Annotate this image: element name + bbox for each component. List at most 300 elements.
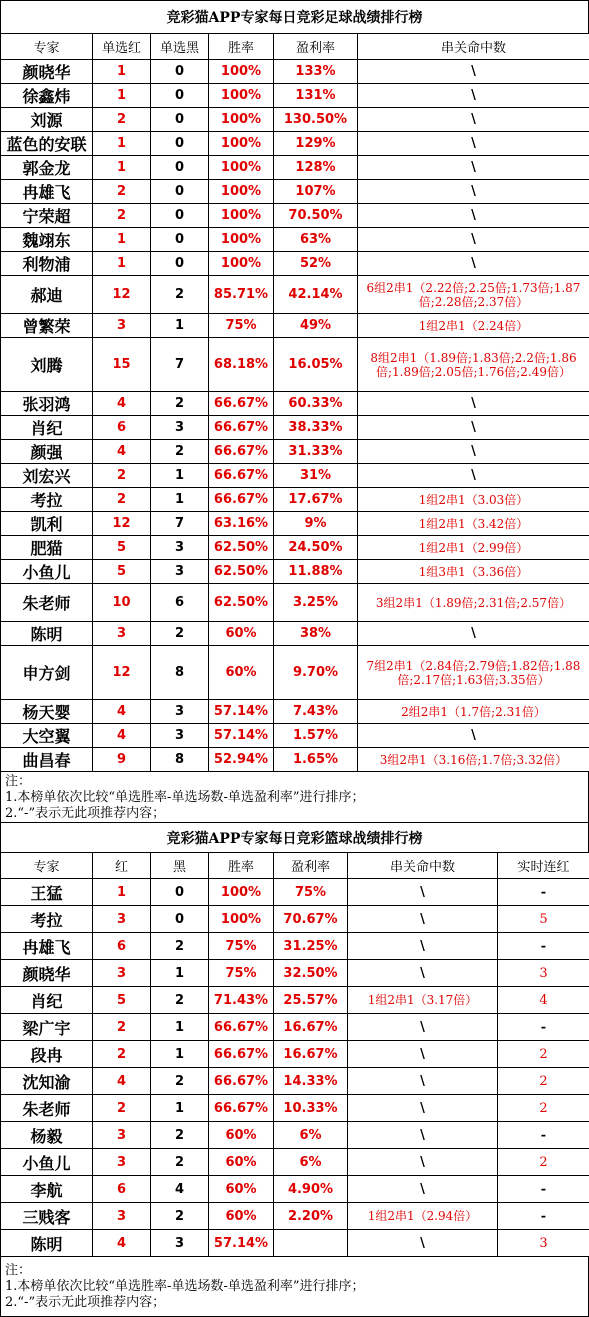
serial-hits: \ xyxy=(358,724,589,748)
profit-rate: 16.67% xyxy=(274,1041,348,1068)
profit-rate: 1.57% xyxy=(274,724,358,748)
serial-hits: \ xyxy=(348,1122,498,1149)
win-rate: 62.50% xyxy=(209,584,274,622)
profit-rate: 24.50% xyxy=(274,536,358,560)
note-line: 注： xyxy=(5,1263,584,1279)
win-rate: 100% xyxy=(209,252,274,276)
black-count: 7 xyxy=(151,512,209,536)
red-count: 2 xyxy=(93,464,151,488)
red-count: 3 xyxy=(93,1149,151,1176)
profit-rate: 128% xyxy=(274,156,358,180)
win-rate: 66.67% xyxy=(209,488,274,512)
live-streak: - xyxy=(498,1122,589,1149)
football-title: 竞彩猫APP专家每日竞彩足球战绩排行榜 xyxy=(0,0,589,33)
profit-rate: 6% xyxy=(274,1122,348,1149)
serial-hits: \ xyxy=(358,180,589,204)
expert-name: 冉雄飞 xyxy=(1,933,93,960)
table-row xyxy=(1,276,589,314)
live-streak: 2 xyxy=(498,1095,589,1122)
red-count: 4 xyxy=(93,724,151,748)
expert-name: 刘腾 xyxy=(1,338,93,392)
black-count: 1 xyxy=(151,488,209,512)
profit-rate: 63% xyxy=(274,228,358,252)
table-row xyxy=(1,204,589,228)
red-count: 10 xyxy=(93,584,151,622)
black-count: 1 xyxy=(151,960,209,987)
header-black: 单选黑 xyxy=(151,34,209,60)
profit-rate: 10.33% xyxy=(274,1095,348,1122)
win-rate: 68.18% xyxy=(209,338,274,392)
table-row xyxy=(1,1230,589,1257)
black-count: 2 xyxy=(151,1149,209,1176)
black-count: 0 xyxy=(151,108,209,132)
expert-name: 郝迪 xyxy=(1,276,93,314)
table-row xyxy=(1,560,589,584)
profit-rate: 107% xyxy=(274,180,358,204)
table-row xyxy=(1,1068,589,1095)
table-row xyxy=(1,228,589,252)
serial-hits: \ xyxy=(358,440,589,464)
expert-name: 李航 xyxy=(1,1176,93,1203)
black-count: 2 xyxy=(151,622,209,646)
table-row xyxy=(1,1149,589,1176)
serial-hits: \ xyxy=(348,1095,498,1122)
serial-hits: \ xyxy=(358,108,589,132)
note-line: 2.“-”表示无此项推荐内容； xyxy=(5,806,584,822)
profit-rate: 3.25% xyxy=(274,584,358,622)
black-count: 1 xyxy=(151,464,209,488)
expert-name: 利物浦 xyxy=(1,252,93,276)
header-red: 单选红 xyxy=(93,34,151,60)
table-row xyxy=(1,646,589,700)
win-rate: 66.67% xyxy=(209,392,274,416)
profit-rate: 6% xyxy=(274,1149,348,1176)
black-count: 0 xyxy=(151,879,209,906)
expert-name: 冉雄飞 xyxy=(1,180,93,204)
expert-name: 张羽鸿 xyxy=(1,392,93,416)
red-count: 12 xyxy=(93,512,151,536)
live-streak: 3 xyxy=(498,960,589,987)
expert-name: 杨天婴 xyxy=(1,700,93,724)
profit-rate: 17.67% xyxy=(274,488,358,512)
header-profit: 盈利率 xyxy=(274,853,348,879)
expert-name: 朱老师 xyxy=(1,1095,93,1122)
header-profit: 盈利率 xyxy=(274,34,358,60)
basketball-title: 竞彩猫APP专家每日竞彩篮球战绩排行榜 xyxy=(0,822,589,852)
table-row xyxy=(1,314,589,338)
win-rate: 60% xyxy=(209,1122,274,1149)
serial-hits: 1组3串1（3.36倍） xyxy=(358,560,589,584)
red-count: 3 xyxy=(93,622,151,646)
table-row xyxy=(1,132,589,156)
red-count: 5 xyxy=(93,560,151,584)
black-count: 7 xyxy=(151,338,209,392)
table-row xyxy=(1,879,589,906)
serial-hits: 1组2串1（2.24倍） xyxy=(358,314,589,338)
expert-name: 郭金龙 xyxy=(1,156,93,180)
red-count: 2 xyxy=(93,180,151,204)
expert-name: 梁广宇 xyxy=(1,1014,93,1041)
expert-name: 颜强 xyxy=(1,440,93,464)
expert-name: 大空翼 xyxy=(1,724,93,748)
black-count: 8 xyxy=(151,748,209,772)
profit-rate: 31% xyxy=(274,464,358,488)
serial-hits: \ xyxy=(358,132,589,156)
expert-name: 沈知渝 xyxy=(1,1068,93,1095)
black-count: 3 xyxy=(151,416,209,440)
black-count: 1 xyxy=(151,1041,209,1068)
profit-rate: 16.05% xyxy=(274,338,358,392)
header-expert: 专家 xyxy=(1,34,93,60)
win-rate: 100% xyxy=(209,906,274,933)
red-count: 1 xyxy=(93,84,151,108)
red-count: 2 xyxy=(93,1014,151,1041)
expert-name: 肥猫 xyxy=(1,536,93,560)
table-row xyxy=(1,392,589,416)
serial-hits: 1组2串1（3.03倍） xyxy=(358,488,589,512)
win-rate: 60% xyxy=(209,1149,274,1176)
black-count: 2 xyxy=(151,392,209,416)
win-rate: 71.43% xyxy=(209,987,274,1014)
black-count: 0 xyxy=(151,132,209,156)
table-row xyxy=(1,440,589,464)
win-rate: 100% xyxy=(209,204,274,228)
header-serial: 串关命中数 xyxy=(358,34,589,60)
profit-rate: 2.20% xyxy=(274,1203,348,1230)
profit-rate: 32.50% xyxy=(274,960,348,987)
win-rate: 100% xyxy=(209,228,274,252)
table-row xyxy=(1,1095,589,1122)
win-rate: 100% xyxy=(209,60,274,84)
live-streak: - xyxy=(498,1014,589,1041)
red-count: 3 xyxy=(93,906,151,933)
football-table xyxy=(0,33,589,772)
red-count: 1 xyxy=(93,252,151,276)
red-count: 3 xyxy=(93,960,151,987)
black-count: 4 xyxy=(151,1176,209,1203)
expert-name: 徐鑫炜 xyxy=(1,84,93,108)
table-row xyxy=(1,1041,589,1068)
serial-hits: \ xyxy=(348,960,498,987)
red-count: 6 xyxy=(93,1176,151,1203)
header-winrate: 胜率 xyxy=(209,34,274,60)
win-rate: 57.14% xyxy=(209,700,274,724)
serial-hits: \ xyxy=(358,416,589,440)
serial-hits: \ xyxy=(348,906,498,933)
red-count: 3 xyxy=(93,314,151,338)
serial-hits: 2组2串1（1.7倍;2.31倍） xyxy=(358,700,589,724)
red-count: 2 xyxy=(93,488,151,512)
serial-hits: 8组2串1（1.89倍;1.83倍;2.2倍;1.86倍;1.89倍;2.05倍;1.76倍;2.49倍） xyxy=(358,338,589,392)
win-rate: 52.94% xyxy=(209,748,274,772)
red-count: 2 xyxy=(93,108,151,132)
win-rate: 75% xyxy=(209,314,274,338)
black-count: 3 xyxy=(151,560,209,584)
live-streak: - xyxy=(498,879,589,906)
red-count: 1 xyxy=(93,879,151,906)
red-count: 4 xyxy=(93,392,151,416)
black-count: 0 xyxy=(151,204,209,228)
black-count: 0 xyxy=(151,906,209,933)
black-count: 0 xyxy=(151,84,209,108)
expert-name: 颜晓华 xyxy=(1,960,93,987)
live-streak: 2 xyxy=(498,1068,589,1095)
profit-rate xyxy=(274,1230,348,1257)
serial-hits: \ xyxy=(348,1068,498,1095)
expert-name: 段冉 xyxy=(1,1041,93,1068)
table-row xyxy=(1,252,589,276)
black-count: 2 xyxy=(151,440,209,464)
black-count: 2 xyxy=(151,933,209,960)
expert-name: 曾繁荣 xyxy=(1,314,93,338)
black-count: 0 xyxy=(151,156,209,180)
win-rate: 62.50% xyxy=(209,536,274,560)
profit-rate: 133% xyxy=(274,60,358,84)
red-count: 4 xyxy=(93,1068,151,1095)
win-rate: 62.50% xyxy=(209,560,274,584)
note-line: 注： xyxy=(5,774,584,790)
expert-name: 曲昌春 xyxy=(1,748,93,772)
black-count: 3 xyxy=(151,700,209,724)
table-row xyxy=(1,1122,589,1149)
expert-name: 申方剑 xyxy=(1,646,93,700)
table-row xyxy=(1,933,589,960)
expert-name: 朱老师 xyxy=(1,584,93,622)
red-count: 4 xyxy=(93,1230,151,1257)
red-count: 1 xyxy=(93,156,151,180)
live-streak: 4 xyxy=(498,987,589,1014)
red-count: 12 xyxy=(93,646,151,700)
expert-name: 肖纪 xyxy=(1,987,93,1014)
table-row xyxy=(1,464,589,488)
basketball-table xyxy=(0,852,589,1257)
profit-rate: 70.50% xyxy=(274,204,358,228)
serial-hits: \ xyxy=(348,1041,498,1068)
black-count: 6 xyxy=(151,584,209,622)
black-count: 1 xyxy=(151,314,209,338)
profit-rate: 1.65% xyxy=(274,748,358,772)
live-streak: - xyxy=(498,1203,589,1230)
profit-rate: 25.57% xyxy=(274,987,348,1014)
black-count: 2 xyxy=(151,1122,209,1149)
expert-name: 考拉 xyxy=(1,906,93,933)
live-streak: - xyxy=(498,1176,589,1203)
win-rate: 100% xyxy=(209,84,274,108)
serial-hits: 1组2串1（2.94倍） xyxy=(348,1203,498,1230)
basketball-section xyxy=(0,822,589,1317)
red-count: 2 xyxy=(93,1095,151,1122)
black-count: 0 xyxy=(151,60,209,84)
table-row xyxy=(1,1203,589,1230)
expert-name: 陈明 xyxy=(1,1230,93,1257)
serial-hits: \ xyxy=(348,879,498,906)
profit-rate: 4.90% xyxy=(274,1176,348,1203)
win-rate: 66.67% xyxy=(209,1041,274,1068)
serial-hits: \ xyxy=(348,1176,498,1203)
table-row xyxy=(1,536,589,560)
red-count: 4 xyxy=(93,700,151,724)
note-line: 1.本榜单依次比较“单选胜率-单选场数-单选盈利率”进行排序； xyxy=(5,790,584,806)
win-rate: 75% xyxy=(209,933,274,960)
serial-hits: \ xyxy=(358,464,589,488)
serial-hits: \ xyxy=(358,622,589,646)
table-row xyxy=(1,488,589,512)
red-count: 5 xyxy=(93,987,151,1014)
live-streak: 2 xyxy=(498,1149,589,1176)
win-rate: 85.71% xyxy=(209,276,274,314)
serial-hits: 1组2串1（2.99倍） xyxy=(358,536,589,560)
expert-name: 三贱客 xyxy=(1,1203,93,1230)
expert-name: 杨毅 xyxy=(1,1122,93,1149)
note-line: 1.本榜单依次比较“单选胜率-单选场数-单选盈利率”进行排序； xyxy=(5,1279,584,1295)
red-count: 1 xyxy=(93,60,151,84)
profit-rate: 7.43% xyxy=(274,700,358,724)
live-streak: 3 xyxy=(498,1230,589,1257)
profit-rate: 9.70% xyxy=(274,646,358,700)
table-row xyxy=(1,60,589,84)
win-rate: 100% xyxy=(209,879,274,906)
red-count: 2 xyxy=(93,1041,151,1068)
win-rate: 60% xyxy=(209,1203,274,1230)
table-row xyxy=(1,906,589,933)
header-red: 红 xyxy=(93,853,151,879)
serial-hits: 6组2串1（2.22倍;2.25倍;1.73倍;1.87倍;2.28倍;2.37倍） xyxy=(358,276,589,314)
profit-rate: 9% xyxy=(274,512,358,536)
live-streak: - xyxy=(498,933,589,960)
table-row xyxy=(1,622,589,646)
win-rate: 60% xyxy=(209,646,274,700)
black-count: 2 xyxy=(151,276,209,314)
serial-hits: \ xyxy=(348,1014,498,1041)
profit-rate: 60.33% xyxy=(274,392,358,416)
red-count: 3 xyxy=(93,1203,151,1230)
header-streak: 实时连红 xyxy=(498,853,589,879)
header-black: 黑 xyxy=(151,853,209,879)
profit-rate: 14.33% xyxy=(274,1068,348,1095)
serial-hits: 3组2串1（1.89倍;2.31倍;2.57倍） xyxy=(358,584,589,622)
header-serial: 串关命中数 xyxy=(348,853,498,879)
profit-rate: 129% xyxy=(274,132,358,156)
basketball-notes xyxy=(0,1257,589,1317)
profit-rate: 49% xyxy=(274,314,358,338)
profit-rate: 31.33% xyxy=(274,440,358,464)
win-rate: 57.14% xyxy=(209,724,274,748)
red-count: 6 xyxy=(93,933,151,960)
serial-hits: \ xyxy=(358,392,589,416)
red-count: 3 xyxy=(93,1122,151,1149)
serial-hits: \ xyxy=(358,204,589,228)
red-count: 6 xyxy=(93,416,151,440)
table-row xyxy=(1,1014,589,1041)
win-rate: 100% xyxy=(209,156,274,180)
win-rate: 57.14% xyxy=(209,1230,274,1257)
win-rate: 66.67% xyxy=(209,1068,274,1095)
profit-rate: 16.67% xyxy=(274,1014,348,1041)
red-count: 9 xyxy=(93,748,151,772)
table-row xyxy=(1,700,589,724)
table-row xyxy=(1,724,589,748)
note-line: 2.“-”表示无此项推荐内容； xyxy=(5,1295,584,1311)
serial-hits: \ xyxy=(348,1149,498,1176)
serial-hits: 1组2串1（3.17倍） xyxy=(348,987,498,1014)
profit-rate: 70.67% xyxy=(274,906,348,933)
black-count: 1 xyxy=(151,1095,209,1122)
profit-rate: 11.88% xyxy=(274,560,358,584)
profit-rate: 38.33% xyxy=(274,416,358,440)
profit-rate: 31.25% xyxy=(274,933,348,960)
serial-hits: \ xyxy=(348,933,498,960)
profit-rate: 130.50% xyxy=(274,108,358,132)
black-count: 2 xyxy=(151,987,209,1014)
win-rate: 60% xyxy=(209,622,274,646)
black-count: 3 xyxy=(151,724,209,748)
win-rate: 63.16% xyxy=(209,512,274,536)
header-winrate: 胜率 xyxy=(209,853,274,879)
table-row xyxy=(1,156,589,180)
table-row xyxy=(1,748,589,772)
profit-rate: 75% xyxy=(274,879,348,906)
serial-hits: \ xyxy=(358,156,589,180)
expert-name: 魏翊东 xyxy=(1,228,93,252)
table-row xyxy=(1,584,589,622)
serial-hits: \ xyxy=(358,84,589,108)
serial-hits: 7组2串1（2.84倍;2.79倍;1.82倍;1.88倍;2.17倍;1.63倍;3.35倍） xyxy=(358,646,589,700)
header-expert: 专家 xyxy=(1,853,93,879)
black-count: 2 xyxy=(151,1068,209,1095)
profit-rate: 38% xyxy=(274,622,358,646)
serial-hits: \ xyxy=(358,228,589,252)
black-count: 0 xyxy=(151,252,209,276)
serial-hits: 3组2串1（3.16倍;1.7倍;3.32倍） xyxy=(358,748,589,772)
black-count: 3 xyxy=(151,1230,209,1257)
table-row xyxy=(1,987,589,1014)
red-count: 1 xyxy=(93,132,151,156)
table-row xyxy=(1,108,589,132)
expert-name: 颜晓华 xyxy=(1,60,93,84)
expert-name: 蓝色的安联 xyxy=(1,132,93,156)
table-row xyxy=(1,512,589,536)
red-count: 1 xyxy=(93,228,151,252)
profit-rate: 42.14% xyxy=(274,276,358,314)
black-count: 3 xyxy=(151,536,209,560)
table-row xyxy=(1,84,589,108)
red-count: 2 xyxy=(93,204,151,228)
serial-hits: \ xyxy=(358,252,589,276)
table-row xyxy=(1,338,589,392)
black-count: 1 xyxy=(151,1014,209,1041)
red-count: 5 xyxy=(93,536,151,560)
expert-name: 凯利 xyxy=(1,512,93,536)
live-streak: 5 xyxy=(498,906,589,933)
win-rate: 66.67% xyxy=(209,1014,274,1041)
black-count: 0 xyxy=(151,180,209,204)
table-row xyxy=(1,960,589,987)
win-rate: 60% xyxy=(209,1176,274,1203)
expert-name: 肖纪 xyxy=(1,416,93,440)
win-rate: 66.67% xyxy=(209,1095,274,1122)
live-streak: 2 xyxy=(498,1041,589,1068)
table-row xyxy=(1,180,589,204)
table-row xyxy=(1,1176,589,1203)
expert-name: 王猛 xyxy=(1,879,93,906)
win-rate: 100% xyxy=(209,132,274,156)
expert-name: 考拉 xyxy=(1,488,93,512)
profit-rate: 52% xyxy=(274,252,358,276)
serial-hits: \ xyxy=(358,60,589,84)
expert-name: 小鱼儿 xyxy=(1,1149,93,1176)
red-count: 12 xyxy=(93,276,151,314)
black-count: 2 xyxy=(151,1203,209,1230)
